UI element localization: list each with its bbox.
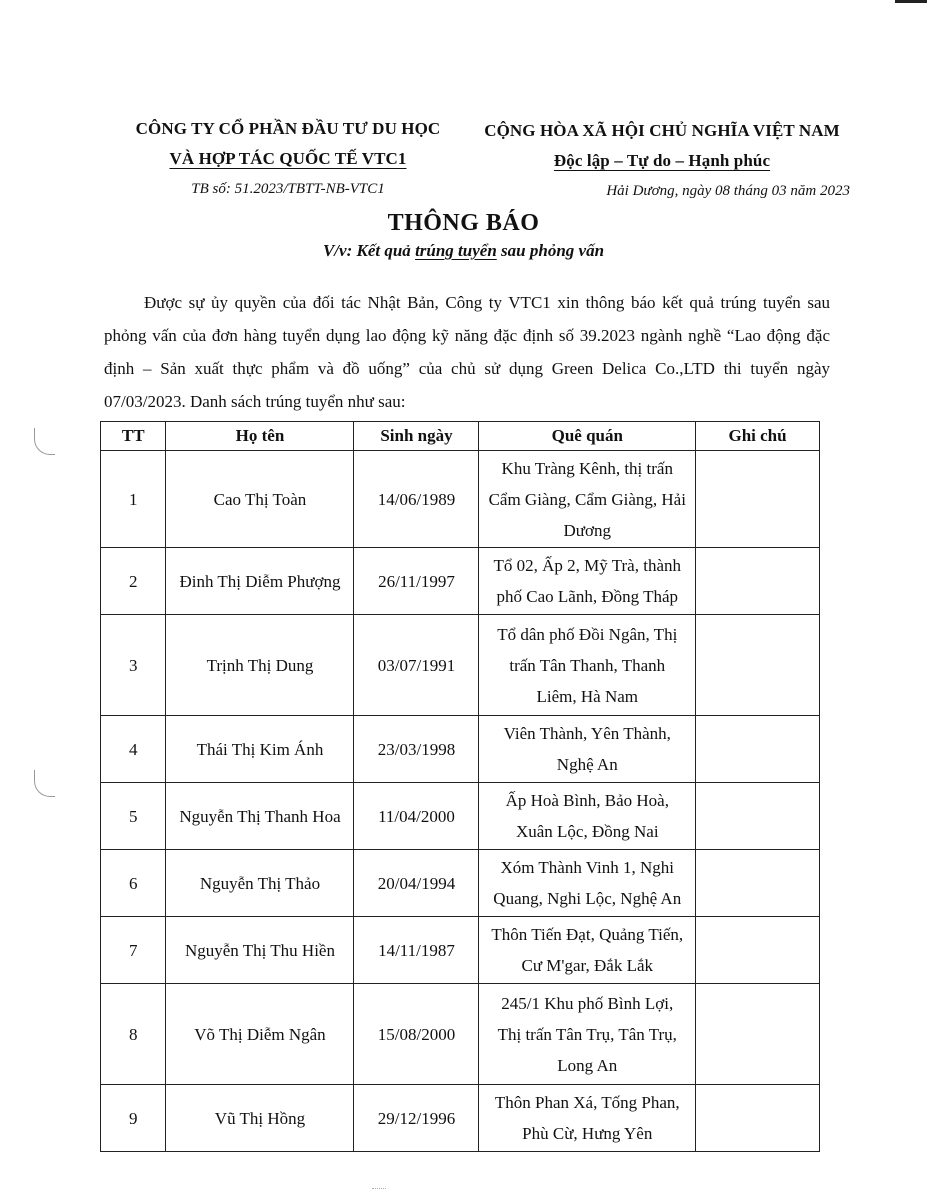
row-tt: 9 xyxy=(101,1085,166,1152)
hometown-line: Xóm Thành Vinh 1, Nghi xyxy=(500,858,675,877)
row-note xyxy=(696,850,820,917)
row-dob: 11/04/2000 xyxy=(354,783,479,850)
hometown-line: Quang, Nghi Lộc, Nghệ An xyxy=(493,889,682,908)
row-dob: 03/07/1991 xyxy=(354,615,479,716)
row-note xyxy=(696,615,820,716)
row-dob: 15/08/2000 xyxy=(354,984,479,1085)
hometown-line: Xuân Lộc, Đồng Nai xyxy=(515,822,659,841)
candidate-table xyxy=(100,421,820,1152)
table-header-row xyxy=(101,422,820,451)
row-tt: 4 xyxy=(101,716,166,783)
table-row xyxy=(101,917,820,984)
hometown-line: Thôn Phan Xá, Tống Phan, xyxy=(494,1093,680,1112)
hometown-line: Thị trấn Tân Trụ, Tân Trụ, xyxy=(497,1024,677,1044)
row-hometown xyxy=(479,1085,696,1152)
row-name: Nguyễn Thị Thu Hiền xyxy=(166,917,354,984)
row-dob: 23/03/1998 xyxy=(354,716,479,783)
hometown-line: Tổ 02, Ấp 2, Mỹ Trà, thành xyxy=(493,556,681,575)
hometown-line: Thôn Tiến Đạt, Quảng Tiến, xyxy=(491,925,684,944)
row-note xyxy=(696,1085,820,1152)
row-note xyxy=(696,548,820,615)
header-hometown: Quê quán xyxy=(479,422,696,451)
row-name: Thái Thị Kim Ánh xyxy=(166,716,354,783)
hometown-line: trấn Tân Thanh, Thanh xyxy=(509,655,666,675)
row-dob: 14/06/1989 xyxy=(354,451,479,548)
hometown-line: phố Cao Lãnh, Đồng Tháp xyxy=(496,587,678,606)
document-number: TB số: 51.2023/TBTT-NB-VTC1 xyxy=(191,181,385,197)
row-note xyxy=(696,716,820,783)
hometown-line: Cẩm Giàng, Cẩm Giàng, Hải xyxy=(488,489,686,509)
header-tt: TT xyxy=(101,422,166,451)
row-dob: 26/11/1997 xyxy=(354,548,479,615)
row-hometown xyxy=(479,451,696,548)
row-name: Cao Thị Toàn xyxy=(166,451,354,548)
row-dob: 29/12/1996 xyxy=(354,1085,479,1152)
company-name-line1: CÔNG TY CỔ PHẦN ĐẦU TƯ DU HỌC xyxy=(135,119,441,138)
row-tt: 2 xyxy=(101,548,166,615)
row-hometown xyxy=(479,917,696,984)
document-subject: V/v: Kết quả trúng tuyển sau phỏng vấn xyxy=(322,241,605,260)
row-name: Nguyễn Thị Thanh Hoa xyxy=(166,783,354,850)
row-name: Đinh Thị Diễm Phượng xyxy=(166,548,354,615)
hometown-line: Phù Cừ, Hưng Yên xyxy=(522,1124,653,1143)
row-dob: 14/11/1987 xyxy=(354,917,479,984)
row-tt: 8 xyxy=(101,984,166,1085)
header-dob: Sinh ngày xyxy=(354,422,479,451)
row-name: Vũ Thị Hồng xyxy=(166,1085,354,1152)
row-name: Võ Thị Diễm Ngân xyxy=(166,984,354,1085)
row-tt: 5 xyxy=(101,783,166,850)
row-note xyxy=(696,984,820,1085)
row-note xyxy=(696,917,820,984)
company-name-line2: VÀ HỢP TÁC QUỐC TẾ VTC1 xyxy=(169,149,407,168)
document-title: THÔNG BÁO xyxy=(387,210,540,236)
company-header xyxy=(112,114,464,204)
hometown-line: Dương xyxy=(563,520,611,540)
row-name: Trịnh Thị Dung xyxy=(166,615,354,716)
national-motto: Độc lập – Tự do – Hạnh phúc xyxy=(553,151,771,170)
row-hometown xyxy=(479,783,696,850)
table-row xyxy=(101,548,820,615)
row-hometown xyxy=(479,984,696,1085)
hometown-line: Cư M'gar, Đắk Lắk xyxy=(521,956,654,975)
hometown-line: Nghệ An xyxy=(556,755,618,774)
table-row xyxy=(101,1085,820,1152)
row-tt: 7 xyxy=(101,917,166,984)
place-and-date: Hải Dương, ngày 08 tháng 03 năm 2023 xyxy=(606,183,850,199)
header-note: Ghi chú xyxy=(696,422,820,451)
country-name: CỘNG HÒA XÃ HỘI CHỦ NGHĨA VIỆT NAM xyxy=(484,121,840,140)
punch-hole-mark xyxy=(34,428,55,455)
table-row xyxy=(101,716,820,783)
table-row xyxy=(101,984,820,1085)
intro-paragraph: Được sự ủy quyền của đối tác Nhật Bản, Công ty VTC1 xin thông báo kết quả trúng tuyển sau phỏng vấn của đơn hàng tuyển dụng lao động kỹ năng đặc định số 39.2023 ngành nghề “Lao động đặc định – Sản xuất thực phẩm và đồ uống” của chủ sử dụng Green Delica Co.,LTD thi tuyển ngày 07/03/2023. Danh sách trúng tuyển như sau: xyxy=(104,293,830,411)
table-row xyxy=(101,783,820,850)
hometown-line: Ấp Hoà Bình, Bảo Hoà, xyxy=(505,791,669,810)
row-tt: 3 xyxy=(101,615,166,716)
row-tt: 1 xyxy=(101,451,166,548)
hometown-line: 245/1 Khu phố Bình Lợi, xyxy=(501,993,674,1013)
table-row xyxy=(101,850,820,917)
row-hometown xyxy=(479,615,696,716)
hometown-line: Long An xyxy=(557,1055,618,1075)
hometown-line: Liêm, Hà Nam xyxy=(536,686,639,706)
row-dob: 20/04/1994 xyxy=(354,850,479,917)
row-hometown xyxy=(479,716,696,783)
row-name: Nguyễn Thị Thảo xyxy=(166,850,354,917)
row-hometown xyxy=(479,850,696,917)
table-row xyxy=(101,451,820,548)
scan-edge-mark xyxy=(895,0,927,3)
punch-hole-mark xyxy=(34,770,55,797)
row-tt: 6 xyxy=(101,850,166,917)
row-note xyxy=(696,451,820,548)
row-hometown xyxy=(479,548,696,615)
hometown-line: Khu Tràng Kênh, thị trấn xyxy=(501,458,673,478)
header-name: Họ tên xyxy=(166,422,354,451)
hometown-line: Viên Thành, Yên Thành, xyxy=(503,724,671,743)
page-footer-mark xyxy=(372,1188,386,1193)
national-header xyxy=(466,116,858,206)
hometown-line: Tổ dân phố Đồi Ngân, Thị xyxy=(497,624,678,644)
row-note xyxy=(696,783,820,850)
table-row xyxy=(101,615,820,716)
